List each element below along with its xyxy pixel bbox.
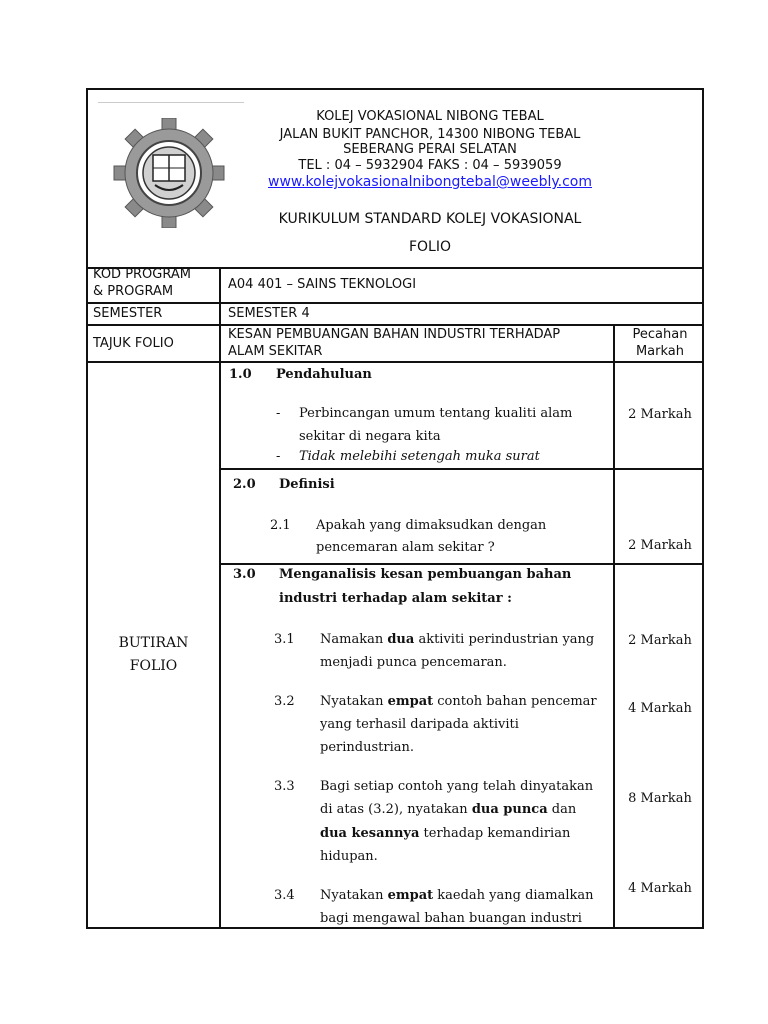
question-text: terhadap kemandirian xyxy=(419,826,571,841)
bullet-dash: - xyxy=(276,449,281,464)
website-link[interactable]: www.kolejvokasionalnibongtebal@weebly.com xyxy=(268,174,592,190)
program-label-line-2: & PROGRAM xyxy=(93,284,174,299)
section-2-number: 2.0 xyxy=(233,477,256,492)
question-emphasis: empat xyxy=(387,694,434,709)
semester-value: SEMESTER 4 xyxy=(228,306,310,321)
section-1-item-1a: Perbincangan umum tentang kualiti alam xyxy=(299,406,573,421)
question-3-3-line-2 xyxy=(320,801,576,819)
title-label: TAJUK FOLIO xyxy=(93,336,174,351)
question-2-1-line-1: Apakah yang dimaksudkan dengan xyxy=(316,518,547,533)
question-text: Nyatakan xyxy=(320,694,388,709)
curriculum-title: KURIKULUM STANDARD KOLEJ VOKASIONAL xyxy=(278,211,582,227)
program-label-line-1: KOD PROGRAM xyxy=(93,267,191,282)
butiran-folio-label xyxy=(88,632,219,678)
question-3-3-marks: 8 Markah xyxy=(628,791,692,806)
section-2-title: Definisi xyxy=(279,477,335,492)
section-3-title-line-2: industri terhadap alam sekitar : xyxy=(279,591,512,606)
marks-header-line-2: Markah xyxy=(635,344,685,359)
section-1-title: Pendahuluan xyxy=(276,367,372,382)
phone-fax: TEL : 04 – 5932904 FAKS : 04 – 5939059 xyxy=(298,158,562,173)
question-3-4-marks: 4 Markah xyxy=(628,881,692,896)
section-2-marks: 2 Markah xyxy=(628,538,692,553)
question-3-3-line-3 xyxy=(320,825,570,843)
question-emphasis: empat xyxy=(387,888,434,903)
section-1-item-2: Tidak melebihi setengah muka surat xyxy=(299,449,540,464)
question-text: Nyatakan xyxy=(320,888,388,903)
title-value-line-2: ALAM SEKITAR xyxy=(228,344,323,359)
program-value: A04 401 – SAINS TEKNOLOGI xyxy=(228,277,417,292)
question-2-1-line-2: pencemaran alam sekitar ? xyxy=(316,540,495,555)
question-text: aktiviti perindustrian yang xyxy=(414,632,595,647)
section-3-number: 3.0 xyxy=(233,567,256,582)
marks-header-line-1: Pecahan xyxy=(632,327,688,342)
question-emphasis: dua xyxy=(387,632,415,647)
address-line-2: SEBERANG PERAI SELATAN xyxy=(343,142,517,157)
question-emphasis: dua punca xyxy=(471,802,548,817)
marks-header xyxy=(616,326,704,360)
question-text: Namakan xyxy=(320,632,388,647)
college-logo xyxy=(104,118,234,228)
question-3-4-number: 3.4 xyxy=(274,888,295,903)
question-3-3-number: 3.3 xyxy=(274,779,295,794)
question-3-4-line-1 xyxy=(320,887,594,905)
question-3-2-line-1 xyxy=(320,693,597,711)
column-divider xyxy=(219,267,221,929)
butiran-line-1: BUTIRAN xyxy=(118,635,189,651)
question-3-1-number: 3.1 xyxy=(274,632,295,647)
question-3-1-marks: 2 Markah xyxy=(628,633,692,648)
semester-label: SEMESTER xyxy=(93,306,163,321)
title-value-line-1: KESAN PEMBUANGAN BAHAN INDUSTRI TERHADAP xyxy=(228,327,561,342)
question-3-2-line-3: perindustrian. xyxy=(320,740,414,755)
title-value xyxy=(228,326,560,360)
question-3-2-marks: 4 Markah xyxy=(628,701,692,716)
row-divider xyxy=(220,468,704,470)
question-3-3-line-1: Bagi setiap contoh yang telah dinyatakan xyxy=(320,779,594,794)
row-divider xyxy=(86,302,704,304)
college-name: KOLEJ VOKASIONAL NIBONG TEBAL xyxy=(316,109,544,124)
column-divider xyxy=(613,324,615,929)
question-emphasis: dua kesannya xyxy=(320,826,420,841)
address-line-1: JALAN BUKIT PANCHOR, 14300 NIBONG TEBAL xyxy=(279,127,581,142)
section-1-number: 1.0 xyxy=(229,367,252,382)
program-label xyxy=(93,266,191,300)
question-text: di atas (3.2), nyatakan xyxy=(320,802,472,817)
document-type: FOLIO xyxy=(408,239,452,255)
section-1-marks: 2 Markah xyxy=(628,407,692,422)
question-3-1-line-1 xyxy=(320,631,594,649)
question-text: kaedah yang diamalkan xyxy=(433,888,594,903)
question-3-2-number: 3.2 xyxy=(274,694,295,709)
section-1-item-1b: sekitar di negara kita xyxy=(299,429,441,444)
question-3-3-line-4: hidupan. xyxy=(320,849,378,864)
question-2-1-number: 2.1 xyxy=(270,518,291,533)
header-rule xyxy=(98,102,244,103)
question-3-1-line-2: menjadi punca pencemaran. xyxy=(320,655,507,670)
question-3-4-line-2: bagi mengawal bahan buangan industri xyxy=(320,911,582,926)
row-divider xyxy=(220,563,704,565)
butiran-line-2: FOLIO xyxy=(129,658,178,674)
question-text: contoh bahan pencemar xyxy=(433,694,597,709)
question-3-2-line-2: yang terhasil daripada aktiviti xyxy=(320,717,519,732)
section-3-title-line-1: Menganalisis kesan pembuangan bahan xyxy=(279,567,572,582)
row-divider xyxy=(86,361,704,363)
question-text: dan xyxy=(547,802,577,817)
gear-logo-icon xyxy=(104,118,234,228)
bullet-dash: - xyxy=(276,406,281,421)
